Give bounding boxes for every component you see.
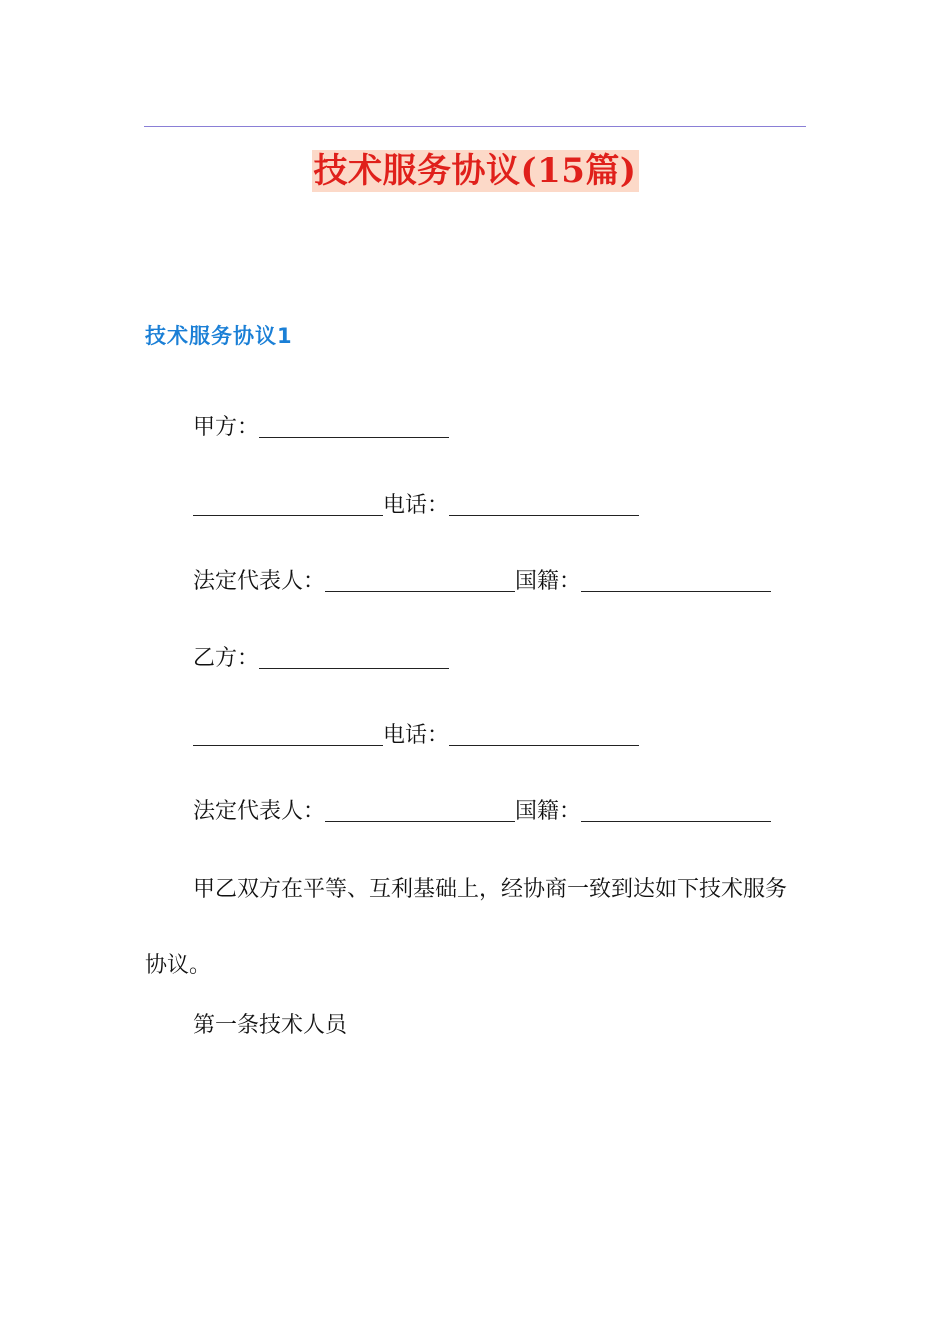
party-b-phone-blank <box>449 723 639 746</box>
party-a-name-blank <box>259 415 449 438</box>
party-a-address-phone-line <box>193 490 639 522</box>
party-b-rep-line <box>193 796 771 828</box>
party-b-phone-label: 电话： <box>383 723 450 748</box>
party-b-rep-label: 法定代表人： <box>193 799 326 824</box>
section-heading: 技术服务协议1 <box>145 324 293 348</box>
document-title <box>0 150 950 192</box>
party-a-rep-label: 法定代表人： <box>193 569 326 594</box>
party-a-phone-label: 电话： <box>383 493 450 518</box>
party-b-address-blank <box>193 723 383 746</box>
party-b-nationality-label: 国籍： <box>515 799 582 824</box>
document-title-text: 技术服务协议(15篇) <box>313 151 637 191</box>
party-a-nationality-blank <box>581 569 771 592</box>
header-rule <box>144 126 806 127</box>
party-a-nationality-label: 国籍： <box>515 569 582 594</box>
party-a-rep-blank <box>325 569 515 592</box>
intro-paragraph: 甲乙双方在平等、互利基础上，经协商一致到达如下技术服务协议。 <box>145 877 788 978</box>
party-a-address-blank <box>193 493 383 516</box>
party-b-address-phone-line <box>193 720 639 752</box>
party-a-line <box>193 412 449 444</box>
party-b-rep-blank <box>325 799 515 822</box>
article-1-title: 第一条技术人员 <box>193 1013 348 1038</box>
party-a-label: 甲方： <box>193 415 260 440</box>
party-b-label: 乙方： <box>193 646 260 671</box>
party-a-phone-blank <box>449 493 639 516</box>
party-b-line <box>193 643 449 675</box>
party-b-nationality-blank <box>581 799 771 822</box>
party-a-rep-line <box>193 566 771 598</box>
party-b-name-blank <box>259 646 449 669</box>
